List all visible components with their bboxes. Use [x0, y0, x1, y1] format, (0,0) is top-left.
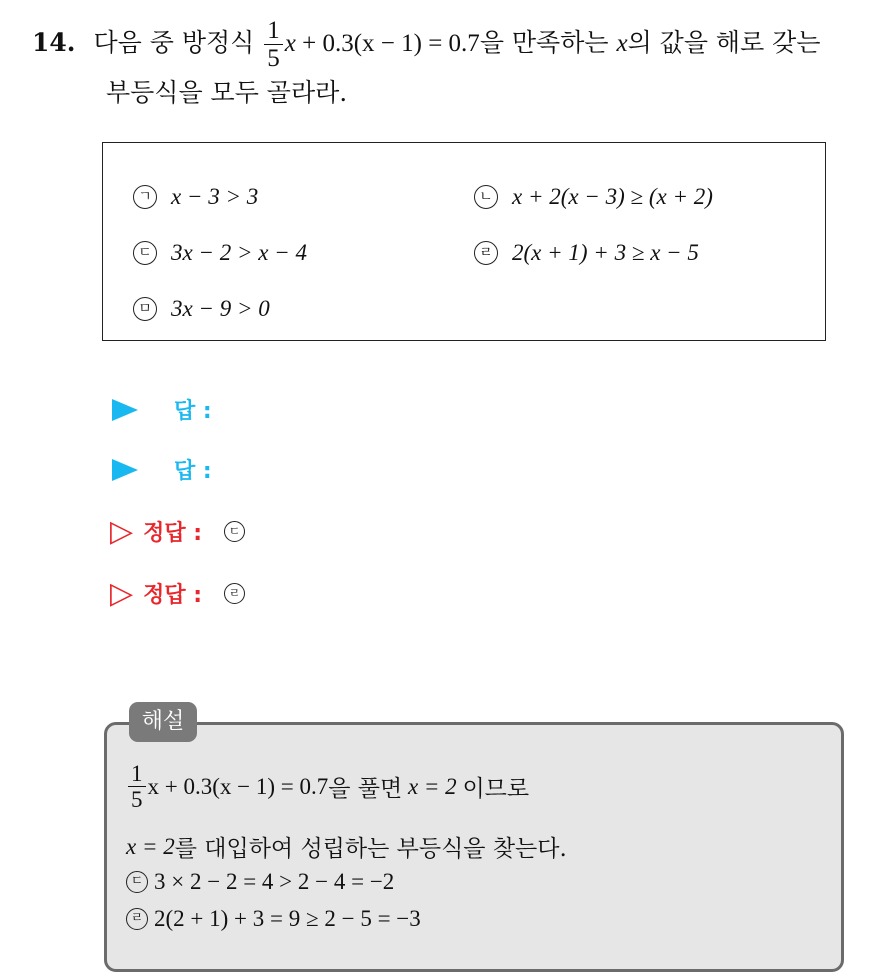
- fraction: [264, 18, 283, 71]
- question-text-end: 의 값을 해로 갖는: [627, 28, 821, 57]
- choice-5: [133, 296, 270, 322]
- choice-mark: ㅁ: [133, 297, 157, 321]
- choice-2: [474, 184, 713, 210]
- question-text-start: 다음 중 방정식: [93, 28, 255, 57]
- explanation-expression: 3 × 2 − 2 = 4 > 2 − 4 = −2: [154, 869, 395, 894]
- question-line-2: 부등식을 모두 골라라.: [106, 78, 348, 107]
- answer-label: 답 :: [174, 399, 212, 424]
- explanation-line-3: [126, 869, 394, 895]
- choice-1: [133, 184, 258, 210]
- explanation-tab: 해설: [129, 702, 197, 742]
- equation: + 0.3(x − 1) = 0.7: [295, 30, 480, 57]
- fraction-denominator: 5: [267, 45, 280, 72]
- triangle-outline-icon: ▷: [110, 514, 134, 549]
- explanation-text: 을 풀면: [328, 776, 403, 802]
- choice-expression: x − 3 > 3: [171, 184, 259, 209]
- correct-answer-label: 정답 :: [143, 583, 203, 608]
- choice-expression: x + 2(x − 3) ≥ (x + 2): [512, 184, 713, 209]
- correct-answer-mark: ㄹ: [224, 583, 245, 604]
- explanation-line-1: [126, 762, 529, 811]
- question-text-mid: 을 만족하는: [479, 28, 609, 57]
- choice-mark: ㄱ: [133, 185, 157, 209]
- question-number: 14.: [32, 28, 76, 57]
- correct-answer-row-2: [110, 576, 245, 611]
- answer-label: 답 :: [174, 459, 212, 484]
- fraction: [128, 762, 146, 811]
- explanation-expression: 2(2 + 1) + 3 = 9 ≥ 2 − 5 = −3: [154, 906, 421, 931]
- substitution: x = 2: [126, 833, 175, 859]
- explanation-text: 이므로: [462, 776, 530, 802]
- explanation-mark: ㄷ: [126, 871, 148, 893]
- explanation-line-2: [126, 830, 567, 863]
- play-icon: [112, 459, 138, 481]
- choice-4: [474, 240, 699, 266]
- correct-answer-row-1: [110, 514, 245, 549]
- choice-expression: 2(x + 1) + 3 ≥ x − 5: [512, 240, 699, 265]
- explanation-text: 를 대입하여 성립하는 부등식을 찾는다.: [174, 836, 567, 862]
- explanation-mark: ㄹ: [126, 908, 148, 930]
- question-variable: x: [616, 30, 628, 57]
- answer-row-2: [110, 454, 212, 485]
- correct-answer-mark: ㄷ: [224, 521, 245, 542]
- choice-mark: ㄴ: [474, 185, 498, 209]
- play-icon: [112, 399, 138, 421]
- answer-row-1: [110, 394, 212, 425]
- correct-answer-label: 정답 :: [143, 521, 203, 546]
- choice-mark: ㄷ: [133, 241, 157, 265]
- fraction-numerator: 1: [264, 18, 283, 45]
- choice-3: [133, 240, 307, 266]
- question-line-1: [32, 18, 872, 71]
- explanation-line-4: [126, 906, 421, 932]
- triangle-outline-icon: ▷: [110, 576, 134, 611]
- fraction-numerator: 1: [128, 762, 146, 787]
- choice-expression: 3x − 9 > 0: [171, 296, 270, 321]
- solution: x = 2: [407, 773, 457, 799]
- equation: x + 0.3(x − 1) = 0.7: [147, 773, 329, 799]
- question: [32, 18, 872, 115]
- equation-variable: x: [284, 30, 296, 57]
- fraction-denominator: 5: [131, 787, 143, 812]
- choice-mark: ㄹ: [474, 241, 498, 265]
- choice-expression: 3x − 2 > x − 4: [171, 240, 307, 265]
